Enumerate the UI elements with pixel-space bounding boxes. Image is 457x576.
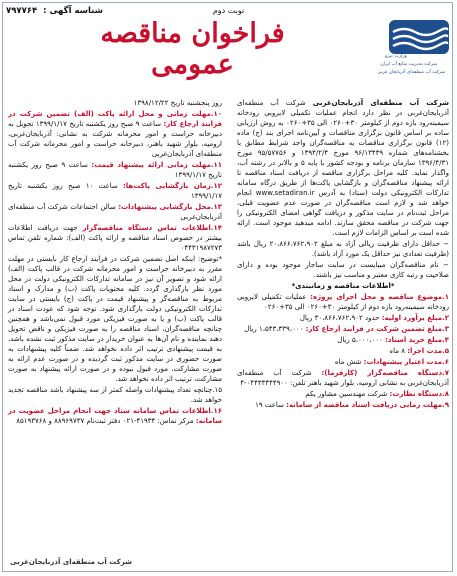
- serial-block: ۷۹۷۷۶۴ : شناسه آگهی: [6, 6, 103, 16]
- item-opening-place: ۱۳.محل بازگشایی پیشنهادات: سالن اجتماعات شرکت آب منطقه‌ای آذربایجان‌غربی: [8, 203, 222, 221]
- item-duration: ۵.مدت اجرا: ۸ ماه: [389, 347, 449, 355]
- water-waves-icon: [389, 20, 449, 54]
- serial-label: شناسه آگهی: [49, 6, 103, 16]
- item-document-price: ۴.مبلغ خرید اسناد: ۵،۰۰۰،۰۰۰ ریال: [337, 336, 449, 344]
- item-document-deadline: ۹.مهلت زمانی دریافت اسناد مناقصه از سامانه: ساعت ۱۹: [255, 401, 449, 409]
- right-column: [237, 98, 449, 411]
- condition-sajar: − نام مناقصه‌گران میبایست در سایت ساجار موجود بوده و دارای صلاحیت و رتبه کاری معتبر و مناسب نیز باشند.: [237, 261, 449, 279]
- explanation-note: *توضیح: اینکه اصل تضمین شرکت در فرایند ارجاع کار بایستی در مهلت مقرر به دبیرخانه حراست و امور محرمانه شرکت در قالب پاکت (الف) ارائه شود و تصویر آن نیز در سامانه تدارکات الکترونیکی دولت در محل مورد نظر بارگذاری گردد. کلیه محتویات پاکت (ب) و مدارک و اسناد مربوط به مناقصه‌گر و پیشنهاد قیمت در پاکت (ج) بایستی در سایت تدارکات الکترونیکی دولت بارگذاری شود. توجه شود که عودت اسناد در قالب پاکت (ب) و یا به صورت فیزیکی مورد قبول نمی‌باشد و همچنین چنانچه مناقصه‌گران، اسناد مناقصه را به صورت فیزیکی و ناقص تحویل دهند نماینده و نام آن‌ها به عنوان خریدار در سایت مذکور ثبت نشده باشد، به قیمت پیشنهادی ترتیب اثر داده نخواهد شد. ضمناً کلیه پیشنهادات به صورت حضوری در سایت مذکور ثبت گردیده و در صورت عدم ارائه به صورت مشارکت، مورد قبول نبوده و در صورت ارائه پیشنهاد به صورت مشارکت، ترتیب اثر داده نخواهد شد.: [8, 255, 222, 383]
- item-estimate: ۲.مبلغ برآورد اولیه: حدود ۳۰،۸۶۶،۷۶۲،۹۰۲ ریال: [299, 314, 449, 322]
- logo-regional-company: شرکت آب منطقه‌ای آذربایجان غربی: [377, 70, 445, 75]
- item-contact: ۱۴.اطلاعات تماس دستگاه مناقصه‌گزار جهت دریافت اطلاعات بیشتر در خصوص اسناد مناقصه و ارائه پاکت (الف): شماره تلفن تماس ۰۴۴۳۱۹۸۷۲۷۳: [8, 224, 222, 252]
- logo-company: شرکت مدیریت منابع آب ایران: [380, 62, 437, 67]
- item-envelope-deadline: ۱۰.مهلت زمانی و محل ارائه پاکت (الف) تضمین شرکت در فرایند ارجاع کار: ساعت ۹ صبح روز یکشنبه تاریخ ۱۳۹۹/۱/۱۷ تحویل به دبیرخانه حراست و امور محرمانه شرکت به نشانی: آذربایجان‌غربی، ارومیه، بلوار شهید باهنر، دبیرخانه حراست و امور محرمانه شرکت آب منطقه‌ای آذربایجان‌غربی: [8, 110, 223, 158]
- item-setad-contact: ۱۶.اطلاعات تماس سامانه ستاد جهت انجام مراحل عضویت در سامانه: مرکز تماس: ۴۱۹۳۴-۰۲۱ دفتر ثبت‌نام ۸۸۹۶۹۷۳۷ و ۸۵۱۹۳۷۶۸: [8, 407, 222, 425]
- item-opening-time: ۱۲.زمان بازگشایی پاکت‌ها: ساعت ۱۰ صبح روز یکشنبه تاریخ ۱۳۹۹/۱/۱۷: [8, 182, 223, 200]
- item-employer: ۷.دستگاه مناقصه‌گزار (کارفرما): شرکت آب منطقه‌ای آذربایجان‌غربی به نشانی ارومیه، بلوار شهید باهنر تلفن: ۰۴۴۳۳۴۴۴۹۰۰-۴: [237, 369, 449, 387]
- deadline-date: روز پنجشنبه تاریخ ۱۳۹۸/۱۲/۲۲: [133, 99, 222, 107]
- item-guarantee: ۳.مبلغ تضمین شرکت در فرایند ارجاع کار: ۱،۵۴۳،۳۳۹،۰۰۰ ریال: [244, 325, 449, 333]
- left-column: [8, 98, 222, 427]
- edition-label: نوبت دوم: [212, 6, 245, 15]
- item-price-deadline: ۱۱.مهلت زمانی ارائه پیشنهاد قیمت: ساعت ۹ صبح روز یکشنبه تاریخ ۱۳۹۹/۱/۱۷: [8, 161, 223, 179]
- item-validity: ۶.مدت اعتبار پیشنهادات: شش ماه: [334, 358, 449, 366]
- logo-ministry: وزارت نیرو: [384, 54, 407, 59]
- info-section-title: *اطلاعات مناقصه و زمانبندی*: [291, 282, 395, 290]
- condition-capacity: − حداقل دارای ظرفیت ریالی آزاد به مبلغ ۲۰،۸۶۶،۷۶۲،۹۰۲ ریال باشد (ظرفیت تعدادی نیز حداقل یک مورد آزاد باشد).: [237, 240, 449, 258]
- signature: شرکت آب منطقه‌ای آذربایجان‌غربی: [10, 558, 132, 566]
- page-title: فراخوان مناقصه عمومی: [100, 18, 285, 80]
- intro-paragraph: شرکت آب منطقه‌ای آذربایجان‌غربی شرکت آب منطقه‌ای آذربایجان‌غربی در نظر دارد انجام عملیات تکمیلی لایروبی رودخانه سیمینه‌رود بازه دوم از کیلومتر ۳۰+۰۲۶۰ الی ۳۵+۰۲۶۰ به روش ارزیابی ساده بر اساس قانون برگزاری مناقصات و آیین‌نامه اجرای بند (ج) ماده (۱۲) قانون برگزاری مناقصات به مناقصه‌گران واجد شرایط مطابق با بخشنامه‌های شماره ۹۶/۱۳۴۳۹ مورخ ۱۳۹۴/۲/۴ و ۹۵/۵۷۷۵۶ مورخ ۱۳۹۶/۴/۳۱ سازمان برنامه و بودجه کشور با پایه ۵ و بالاتر در رشته آب، واگذار نماید. کلیه مراحل برگزاری مناقصه از دریافت اسناد مناقصه تا ارائه پیشنهاد مناقصه‌گران و بازگشایی پاکت‌ها از طریق درگاه سامانه تدارکات الکترونیکی دولت (ستاد) به آدرس www.setadiran.ir انجام خواهد شد و لازم است مناقصه‌گران در صورت عدم عضویت قبلی، مراحل ثبت‌نام در سایت مذکور و دریافت گواهی امضای الکترونیکی را جهت شرکت در مناقصه محقق سازند. ادامه میدهید موجود است. ارائه شده است بر اساس الزامات لازم است.: [237, 99, 449, 237]
- organization-logo: [325, 20, 449, 92]
- item-subject: ۱.موضوع مناقصه و محل اجرای پروژه: عملیات تکمیلی لایروبی رودخانه سیمینه‌رود بازه دوم از کیلومتر ۳۰+۰۲۶۰ الی ۳۵+۰۲۶۰: [237, 293, 449, 311]
- item-supervisor: ۸.دستگاه نظارت: شرکت مهندسین مشاور یکم: [305, 390, 449, 398]
- item-retender: ۱۵.چنانچه تعداد پیشنهادات واصله کمتر از سه پیشنهاد باشد مناقصه تجدید خواهد شد.: [8, 386, 222, 404]
- serial-number: ۷۹۷۷۶۴: [6, 6, 38, 16]
